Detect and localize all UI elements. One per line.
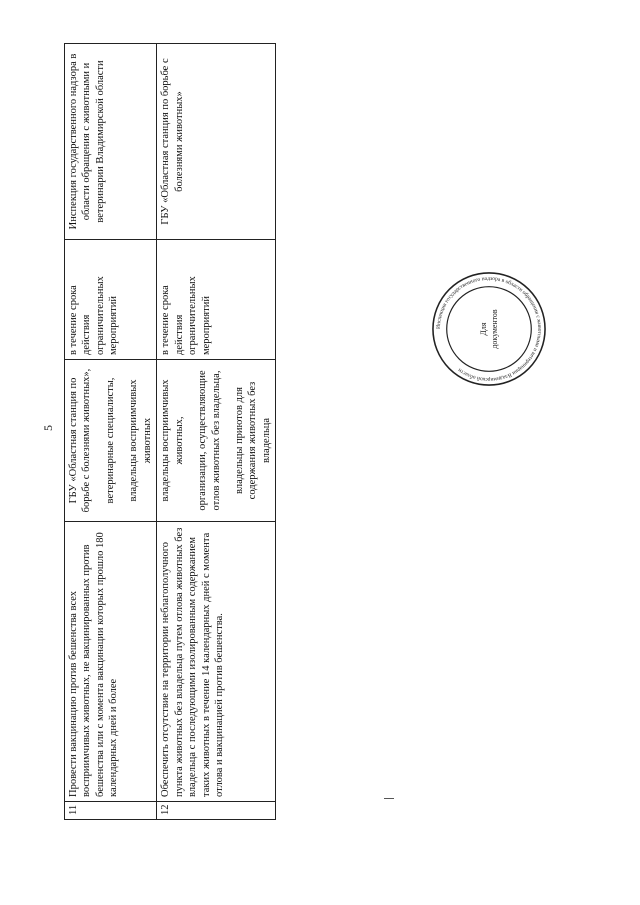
responsible-cell	[65, 360, 157, 522]
control-cell: Инспекция государственного надзора в области обращения с животными и ветеринарии Владимирской области	[65, 44, 157, 240]
responsible-cell	[157, 360, 276, 522]
table-row	[157, 44, 276, 820]
measures-table	[64, 43, 276, 820]
page-number: 5	[41, 425, 55, 431]
measure-cell: Обеспечить отсутствие на территории неблагополучного пункта животных без владельца путем отлова животных без владельца с последующими изолированным содержанием таких животных в течение 14 календарных дней с момента отлова и вакцинацией против бешенства.	[157, 522, 276, 802]
footer-dash	[384, 798, 394, 799]
rotated-table-container	[64, 44, 272, 820]
stamp-center-line: Для	[479, 322, 489, 336]
term-cell: в течение срока действия ограничительных мероприятий	[157, 240, 276, 360]
responsible-line: владельцы восприимчивых животных,	[160, 379, 185, 502]
measures-table-wrapper	[64, 44, 272, 820]
responsible-line: владельцы восприимчивых животных	[128, 379, 153, 502]
row-number-cell: 12	[157, 802, 276, 820]
measure-cell: Провести вакцинацию против бешенства всех восприимчивых животных, не вакцинированных против бешенства или с момента вакцинации которых прошло 180 календарных дней и более	[65, 522, 157, 802]
official-stamp	[430, 270, 548, 388]
stamp-center-line: документов	[489, 309, 499, 349]
stamp-ring-text: Инспекция государственного надзора в области обращения с животными и ветеринарии Владимирской области	[435, 275, 543, 383]
row-number-cell: 11	[65, 802, 157, 820]
term-cell: в течение срока действия ограничительных мероприятий	[65, 240, 157, 360]
table-row	[65, 44, 157, 820]
responsible-line: ГБУ «Областная станция по борьбе с болезнями животных»,	[68, 368, 93, 513]
control-cell: ГБУ «Областная станция по борьбе с болезнями животных»	[157, 44, 276, 240]
responsible-line: владельцы приютов для содержания животных без владельца	[233, 381, 272, 500]
responsible-line: ветеринарные специалисты,	[104, 377, 116, 504]
responsible-line: организации, осуществляющие отлов животных без владельца,	[197, 370, 222, 511]
